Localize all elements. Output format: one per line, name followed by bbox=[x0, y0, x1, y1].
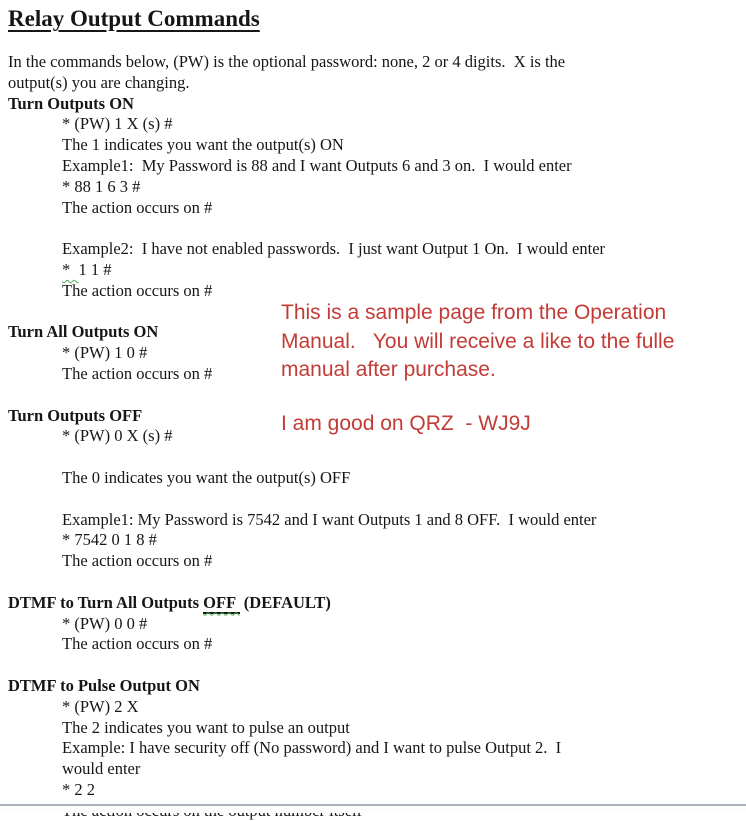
doc-line bbox=[8, 198, 746, 219]
doc-line bbox=[8, 218, 746, 239]
doc-text-run: * (PW) 0 0 # bbox=[62, 613, 148, 633]
doc-text-run: The action occurs on # bbox=[62, 197, 213, 217]
sample-note-line: This is a sample page from the Operation bbox=[281, 301, 667, 324]
doc-text-run: * (PW) 0 X (s) # bbox=[62, 426, 173, 446]
window-bottom-border bbox=[0, 804, 746, 813]
doc-line bbox=[8, 177, 746, 198]
doc-text-run: * 7542 0 1 8 # bbox=[62, 530, 157, 550]
doc-line bbox=[8, 655, 746, 676]
doc-text-run: The action occurs on # bbox=[62, 280, 213, 300]
doc-text-run: (DEFAULT) bbox=[239, 592, 331, 612]
doc-text-run: Example: I have security off (No password) and I want to pulse Output 2. I bbox=[62, 738, 562, 758]
doc-text-run: The 2 indicates you want to pulse an output bbox=[62, 717, 350, 737]
doc-line bbox=[8, 593, 746, 614]
doc-line bbox=[8, 697, 746, 718]
doc-text-run: Turn Outputs OFF bbox=[8, 405, 143, 425]
doc-text-run: Example2: I have not enabled passwords. I just want Output 1 On. I would enter bbox=[62, 239, 606, 259]
doc-text-run: * 2 2 bbox=[62, 779, 95, 799]
doc-text-run: * 88 1 6 3 # bbox=[62, 176, 141, 196]
doc-line bbox=[8, 52, 746, 73]
doc-text-run: The 0 indicates you want the output(s) OFF bbox=[62, 467, 351, 487]
doc-text-run: 1 1 # bbox=[78, 259, 112, 279]
doc-line bbox=[8, 530, 746, 551]
doc-line bbox=[8, 572, 746, 593]
doc-line bbox=[8, 114, 746, 135]
doc-line bbox=[8, 73, 746, 94]
doc-line bbox=[8, 780, 746, 801]
doc-line bbox=[8, 260, 746, 281]
page-title: Relay Output Commands bbox=[8, 6, 260, 31]
doc-line bbox=[8, 489, 746, 510]
doc-text-run: The action occurs on # bbox=[62, 551, 213, 571]
doc-text-run: Turn All Outputs ON bbox=[8, 322, 159, 342]
doc-line bbox=[8, 156, 746, 177]
doc-text-run: DTMF to Turn All Outputs bbox=[8, 592, 204, 612]
doc-line bbox=[8, 676, 746, 697]
doc-line bbox=[8, 614, 746, 635]
doc-line bbox=[8, 447, 746, 468]
doc-text-run: Example1: My Password is 88 and I want Outputs 6 and 3 on. I would enter bbox=[62, 155, 572, 175]
qrz-callsign-note: I am good on QRZ - WJ9J bbox=[281, 412, 531, 435]
doc-line bbox=[8, 718, 746, 739]
sample-note-line: Manual. You will receive a like to the fulle bbox=[281, 329, 675, 353]
doc-text-run: The action occurs on # bbox=[62, 634, 213, 654]
doc-line bbox=[8, 634, 746, 655]
doc-line bbox=[8, 468, 746, 489]
doc-text-run: * (PW) 1 0 # bbox=[62, 343, 148, 363]
sample-note-line: manual after purchase. bbox=[281, 358, 496, 381]
doc-line bbox=[8, 738, 746, 759]
doc-text-run: Turn Outputs ON bbox=[8, 93, 134, 113]
doc-line bbox=[8, 239, 746, 260]
doc-text-run: In the commands below, (PW) is the optional password: none, 2 or 4 digits. X is the bbox=[8, 52, 566, 71]
sample-page-note bbox=[281, 299, 674, 385]
doc-text-run: * bbox=[62, 259, 79, 279]
doc-line bbox=[8, 135, 746, 156]
doc-line bbox=[8, 385, 746, 406]
doc-text-run: * (PW) 1 X (s) # bbox=[62, 114, 173, 134]
doc-line bbox=[8, 551, 746, 572]
doc-text-run: would enter bbox=[62, 759, 141, 779]
doc-text-run: The 1 indicates you want the output(s) ON bbox=[62, 135, 344, 155]
doc-line bbox=[8, 759, 746, 780]
doc-text-run: OFF bbox=[203, 592, 240, 612]
doc-line bbox=[8, 94, 746, 115]
doc-text-run: output(s) you are changing. bbox=[8, 72, 190, 92]
doc-line bbox=[8, 510, 746, 531]
doc-text-run: DTMF to Pulse Output ON bbox=[8, 675, 200, 695]
doc-text-run: The action occurs on # bbox=[62, 363, 213, 383]
doc-text-run: * (PW) 2 X bbox=[62, 696, 139, 716]
doc-text-run: Example1: My Password is 7542 and I want Outputs 1 and 8 OFF. I would enter bbox=[62, 509, 597, 529]
